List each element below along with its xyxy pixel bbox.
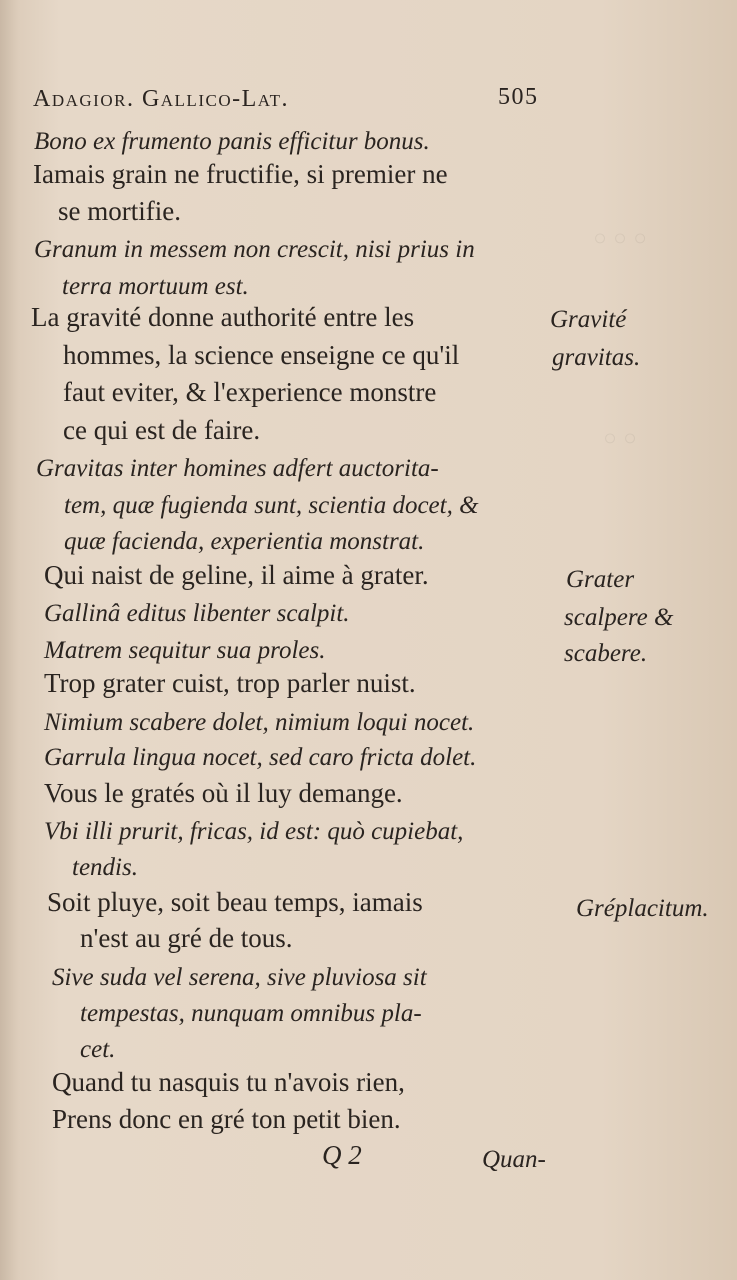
margin-note: Grater (566, 566, 635, 593)
text-line: quæ facienda, experientia monstrat. (64, 528, 425, 555)
text-line: Garrula lingua nocet, sed caro fricta dolet. (44, 744, 477, 771)
text-line: ce qui est de faire. (63, 415, 261, 445)
running-title: Adagior. Gallico-Lat. (33, 86, 290, 112)
text-line: cet. (80, 1036, 116, 1063)
text-line: Prens donc en gré ton petit bien. (52, 1104, 401, 1134)
text-line: Granum in messem non crescit, nisi prius in (34, 236, 475, 263)
text-line: tem, quæ fugienda sunt, scientia docet, & (64, 492, 479, 519)
margin-note: scalpere & (564, 604, 674, 631)
text-line: Gallinâ editus libenter scalpit. (44, 600, 350, 627)
text-line: Bono ex frumento panis efficitur bonus. (34, 128, 430, 155)
catchword: Quan- (482, 1146, 546, 1173)
text-line: faut eviter, & l'experience monstre (63, 377, 437, 407)
text-line: Soit pluye, soit beau temps, iamais (47, 887, 423, 917)
page-number: 505 (498, 84, 539, 110)
text-line: Matrem sequitur sua proles. (44, 637, 326, 664)
text-line: tendis. (72, 854, 138, 881)
text-line: La gravité donne authorité entre les (31, 302, 415, 332)
bleed-through-marks: ◦◦◦ (590, 220, 651, 260)
margin-note: gravitas. (552, 344, 641, 371)
bleed-through-marks-2: ◦◦ (600, 420, 641, 460)
text-line: tempestas, nunquam omnibus pla- (80, 1000, 422, 1027)
text-line: Iamais grain ne fructifie, si premier ne (33, 159, 448, 189)
text-line: Nimium scabere dolet, nimium loqui nocet. (44, 709, 475, 736)
text-line: Vbi illi prurit, fricas, id est: quò cupiebat, (44, 818, 464, 845)
margin-note: Gravité (550, 306, 627, 333)
signature-mark: Q 2 (322, 1140, 362, 1170)
text-line: Gravitas inter homines adfert auctorita- (36, 455, 439, 482)
text-line: n'est au gré de tous. (80, 923, 293, 953)
margin-note: scabere. (564, 640, 648, 667)
text-line: Trop grater cuist, trop parler nuist. (44, 668, 416, 698)
text-line: hommes, la science enseigne ce qu'il (63, 340, 460, 370)
text-line: Vous le gratés où il luy demange. (44, 778, 403, 808)
margin-note: Gréplacitum. (576, 895, 709, 922)
text-line: Qui naist de geline, il aime à grater. (44, 560, 429, 590)
text-line: se mortifie. (58, 196, 181, 226)
text-line: terra mortuum est. (62, 273, 249, 300)
text-line: Sive suda vel serena, sive pluviosa sit (52, 964, 427, 991)
text-line: Quand tu nasquis tu n'avois rien, (52, 1067, 405, 1097)
